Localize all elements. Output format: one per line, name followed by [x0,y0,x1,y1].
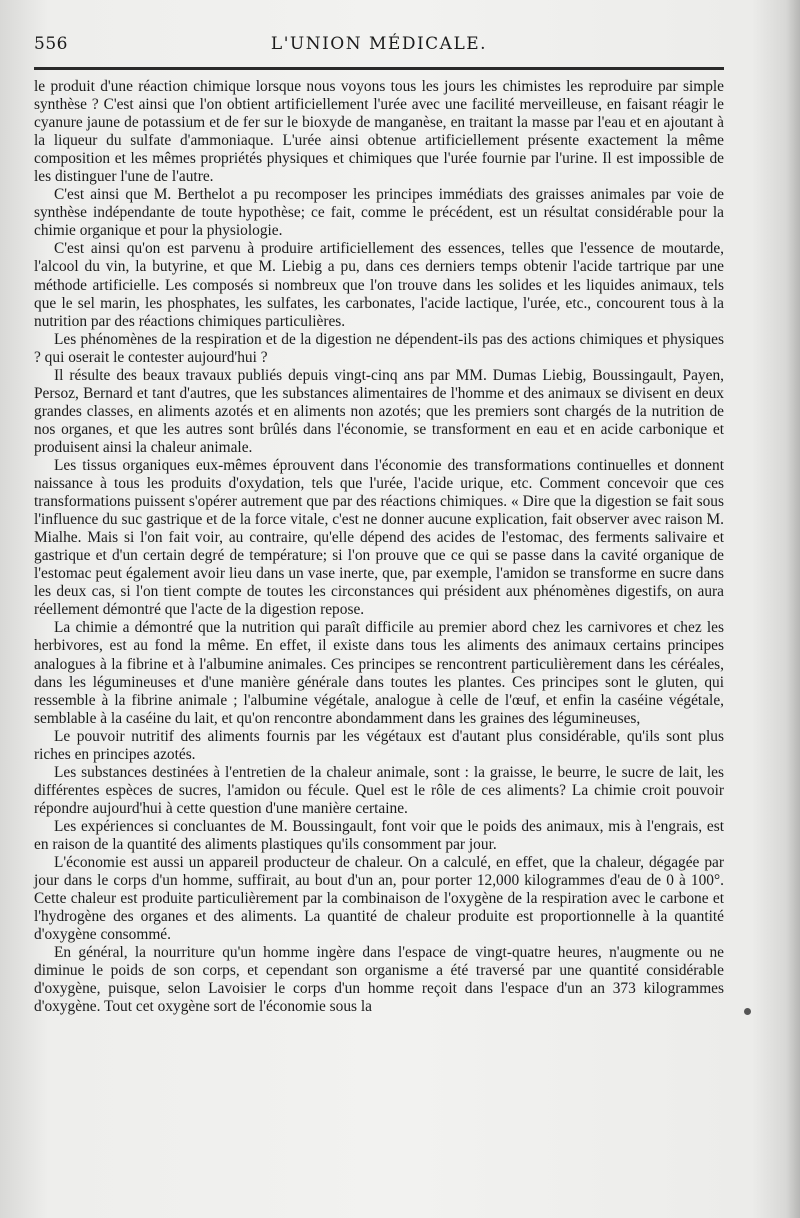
paragraph: Les expériences si concluantes de M. Boussingault, font voir que le poids des animaux, mis à l'engrais, est en raison de la quantité des aliments plastiques qu'ils consomment par jour. [34,817,724,853]
paragraph: C'est ainsi qu'on est parvenu à produire artificiellement des essences, telles que l'essence de moutarde, l'alcool du vin, la butyrine, et que M. Liebig a pu, dans ces derniers temps obtenir l'acide tartrique par une méthode artificielle. Les composés si nombreux que l'on trouve dans les solides et les liquides animaux, tels que le sel marin, les phosphates, les sulfates, les carbonates, l'acide lactique, l'urée, etc., concourent tous à la nutrition par des réactions chimiques particulières. [34,240,724,330]
paragraph: La chimie a démontré que la nutrition qui paraît difficile au premier abord chez les carnivores et chez les herbivores, est au fond la même. En effet, il existe dans tous les aliments des animaux certains principes analogues à la fibrine et à l'albumine animales. Ces principes se rencontrent particulièrement dans les céréales, dans les légumineuses et d'une manière générale dans toutes les plantes. Ces principes sont le gluten, qui ressemble à la fibrine animale ; l'albumine végétale, analogue à celle de l'œuf, et enfin la caséine végétale, semblable à la caséine du lait, et qu'on rencontre abondamment dans les graines des légumineuses, [34,619,724,727]
paragraph: Les tissus organiques eux-mêmes éprouvent dans l'économie des transformations continuelles et donnent naissance à tous les produits d'oxydation, tels que l'urée, l'acide urique, etc. Comment concevoir que ces transformations puissent s'opérer autrement que par des réactions chimiques. « Dire que la digestion se fait sous l'influence du suc gastrique et de la force vitale, c'est ne donner aucune explication, fait observer avec raison M. Mialhe. Mais si l'on fait voir, au contraire, qu'elle dépend des acides de l'estomac, des ferments salivaire et gastrique et d'un certain degré de température; si l'on prouve que ce qui se passe dans la cavité organique de l'estomac peut également avoir lieu dans un vase inerte, que, par exemple, l'amidon se transforme en sucre dans les deux cas, si l'on tient compte de toutes les circonstances qui président aux phénomènes digestifs, on aura réellement démontré que l'acte de la digestion repose. [34,456,724,619]
paragraph: le produit d'une réaction chimique lorsque nous voyons tous les jours les chimistes les reproduire par simple synthèse ? C'est ainsi que l'on obtient artificiellement l'urée avec une facilité merveilleuse, en faisant réagir le cyanure jaune de potassium et de fer sur le bioxyde de manganèse, en traitant la masse par l'eau et en ajoutant à la liqueur du sulfate d'ammoniaque. L'urée ainsi obtenue artificiellement présente exactement la même composition et les mêmes propriétés physiques et chimiques que l'urée fournie par l'urine. Il est impossible de les distinguer l'une de l'autre. [34,78,724,186]
paragraph: Il résulte des beaux travaux publiés depuis vingt-cinq ans par MM. Dumas Liebig, Boussingault, Payen, Persoz, Bernard et tant d'autres, que les substances alimentaires de l'homme et des animaux se divisent en deux grandes classes, en aliments azotés et en aliments non azotés; que les premiers sont chargés de la nutrition de nos organes, et que les autres sont brûlés dans l'économie, se transforment en eau et en acide carbonique et produisent ainsi la chaleur animale. [34,366,724,456]
ink-smudge [744,1008,751,1015]
page-header [34,34,724,64]
paragraph: En général, la nourriture qu'un homme ingère dans l'espace de vingt-quatre heures, n'augmente ou ne diminue le poids de son corps, et cependant son organisme a été traversé par une quantité considérable d'oxygène, puisque, selon Lavoisier le corps d'un homme reçoit dans l'espace d'un an 373 kilogrammes d'oxygène. Tout cet oxygène sort de l'économie sous la [34,944,724,1016]
paragraph: Les phénomènes de la respiration et de la digestion ne dépendent-ils pas des actions chimiques et physiques ? qui oserait le contester aujourd'hui ? [34,330,724,366]
page-edge-shadow [786,0,800,1218]
running-title: L'UNION MÉDICALE. [270,34,488,54]
paragraph: C'est ainsi que M. Berthelot a pu recomposer les principes immédiats des graisses animales par voie de synthèse indépendante de toute hypothèse; ce fait, comme le précédent, est un résultat considérable pour la chimie organique et pour la physiologie. [34,186,724,240]
paragraph: Les substances destinées à l'entretien de la chaleur animale, sont : la graisse, le beurre, le sucre de lait, les différentes espèces de sucres, l'amidon ou fécule. Quel est le rôle de ces aliments? La chimie croit pouvoir répondre aujourd'hui à cette question d'une manière certaine. [34,763,724,817]
page-number: 556 [34,34,68,54]
paragraph: Le pouvoir nutritif des aliments fournis par les végétaux est d'autant plus considérable, qu'ils sont plus riches en principes azotés. [34,727,724,763]
paragraph: L'économie est aussi un appareil producteur de chaleur. On a calculé, en effet, que la chaleur, dégagée par jour dans le corps d'un homme, suffirait, au bout d'un an, pour porter 12,000 kilogrammes d'eau de 0 à 100°. Cette chaleur est produite particulièrement par la combinaison de l'oxygène de la respiration avec le carbone et l'hydrogène des organes et des aliments. La quantité de chaleur produite est proportionnelle à la quantité d'oxygène consommé. [34,854,724,944]
header-rule [34,67,724,70]
article-body [34,78,724,1016]
